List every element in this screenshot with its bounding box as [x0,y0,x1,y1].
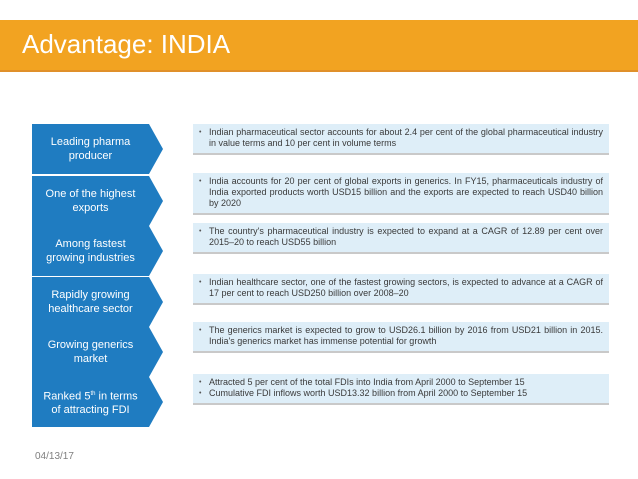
advantage-label-box [32,277,149,327]
footer-date: 04/13/17 [35,451,74,462]
description-text: The country's pharmaceutical industry is expected to expand at a CAGR of 12.89 per cent over 2015–20 to reach USD55 billion [209,226,603,247]
advantage-label-box [32,226,149,276]
arrow-icon [149,124,163,174]
advantage-label: Among fastest growing industries [46,238,135,264]
advantage-label-box [32,124,149,174]
advantage-label-box [32,377,149,427]
advantage-label: Leading pharma producer [50,136,131,162]
bullet-dot-icon: • [199,178,202,185]
bullet-dot-icon: • [199,379,202,386]
description-text: The generics market is expected to grow to USD26.1 billion by 2016 from USD21 billion in 2015. India's generics market has immense potential for growth [209,325,603,346]
advantage-row [0,377,638,441]
advantage-description [193,124,609,153]
description-text: Indian healthcare sector, one of the fastest growing sectors, is expected to advance at a CAGR of 17 per cent to reach USD250 billion over 2008–20 [209,277,603,298]
page-title: Advantage: INDIA [22,29,231,59]
advantage-label: Ranked 5th in terms of attracting FDI [43,390,138,417]
advantage-label: Growing generics market [47,339,134,365]
description-text: India accounts for 20 per cent of global exports in generics. In FY15, pharmaceuticals industry of India exported products worth USD15 billion and the exports are expected to reach USD40 billion by 2020 [209,176,603,208]
arrow-icon [149,226,163,276]
advantage-description [193,223,609,252]
advantage-description [193,374,609,403]
bullet-dot-icon: • [199,228,202,235]
advantage-description [193,173,609,213]
description-text: Cumulative FDI inflows worth USD13.32 billion from April 2000 to September 15 [209,388,528,398]
bullet-dot-icon: • [199,279,202,286]
advantage-description [193,274,609,303]
advantage-label: Rapidly growing healthcare sector [48,289,133,315]
title-bar [0,20,638,72]
bullet-dot-icon: • [199,327,202,334]
arrow-icon [149,327,163,377]
advantage-label: One of the highest exports [45,188,136,214]
bullet-dot-icon: • [199,129,202,136]
advantage-label-box [32,176,149,226]
advantage-description [193,322,609,351]
arrow-icon [149,176,163,226]
arrow-icon [149,377,163,427]
advantage-label-box [32,327,149,377]
description-text: Attracted 5 per cent of the total FDIs into India from April 2000 to September 15 [209,377,525,387]
bullet-dot-icon: • [199,390,202,397]
description-text: Indian pharmaceutical sector accounts for about 2.4 per cent of the global pharmaceutical industry in value terms and 10 per cent in volume terms [209,127,603,148]
arrow-icon [149,277,163,327]
